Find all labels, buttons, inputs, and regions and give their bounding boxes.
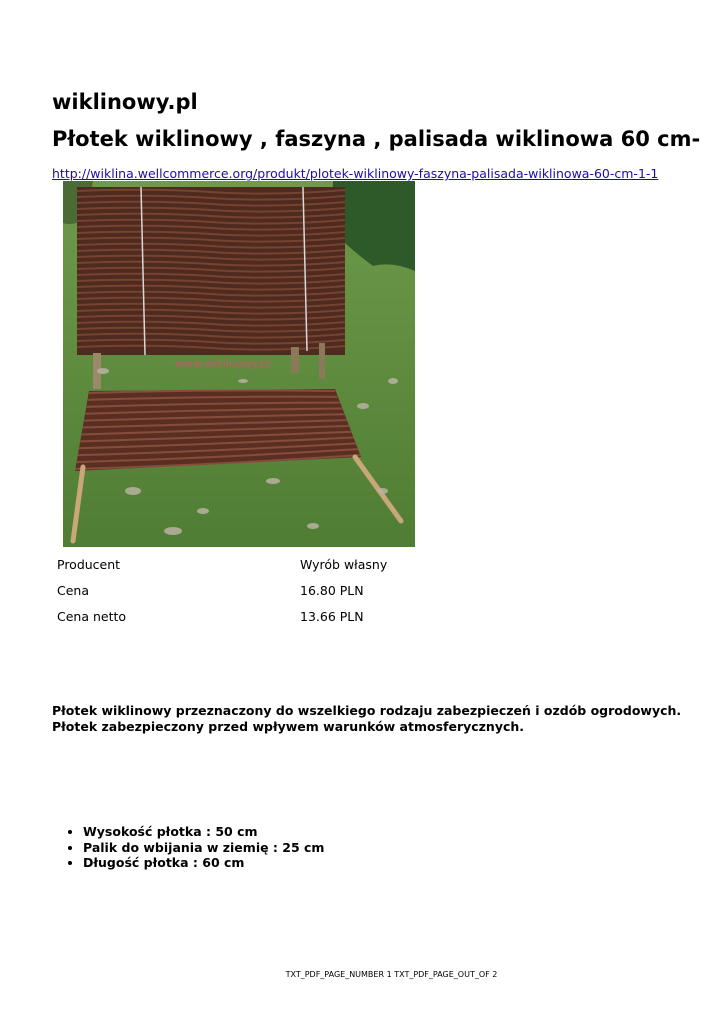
feature-item: • Długość płotka : 60 cm [83, 855, 324, 871]
feature-item: • Palik do wbijania w ziemię : 25 cm [83, 840, 324, 856]
spec-row [57, 603, 387, 629]
product-link[interactable]: http://wiklina.wellcommerce.org/produkt/plotek-wiklinowy-faszyna-palisada-wiklinowa-60-cm-1-1 [52, 166, 659, 181]
feature-item: • Wysokość płotka : 50 cm [83, 824, 324, 840]
product-photo [63, 181, 415, 547]
description-line-1: Płotek wiklinowy przeznaczony do wszelkiego rodzaju zabezpieczeń i ozdób ogrodowych. [52, 703, 682, 718]
spec-label: Cena netto [57, 608, 127, 624]
spec-table [57, 551, 387, 629]
page-footer [0, 970, 725, 979]
spec-row [57, 577, 387, 603]
spec-value: 16.80 PLN [300, 582, 364, 598]
spec-row [57, 551, 387, 577]
spec-label: Cena [57, 582, 90, 598]
spec-label: Producent [57, 556, 121, 572]
spec-value: 13.66 PLN [300, 608, 364, 624]
spec-value: Wyrób własny [300, 556, 388, 572]
description-line-2: Płotek zabezpieczony przed wpływem warunków atmosferycznych. [52, 719, 525, 734]
page-number-text: TXT_PDF_PAGE_NUMBER 1 TXT_PDF_PAGE_OUT_OF 2 [285, 970, 498, 979]
feature-list [52, 824, 324, 871]
product-description [52, 703, 681, 735]
product-title: Płotek wiklinowy , faszyna , palisada wiklinowa 60 cm- [52, 127, 701, 151]
photo-watermark: www.wiklinowy.pl [175, 357, 271, 370]
site-name: wiklinowy.pl [52, 90, 198, 114]
